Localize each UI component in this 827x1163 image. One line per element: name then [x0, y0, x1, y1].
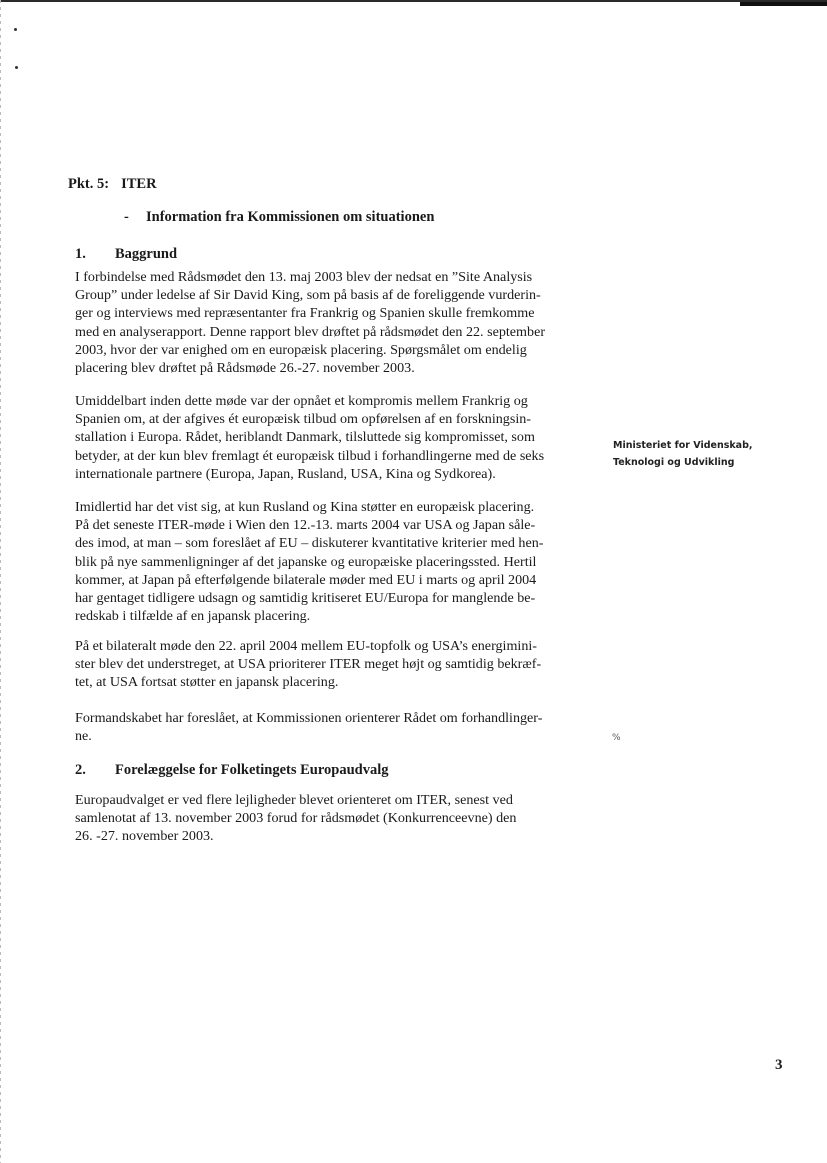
section-title: Baggrund: [115, 246, 178, 262]
text-line: placering blev drøftet på Rådsmøde 26.-27. november 2003.: [75, 360, 415, 377]
ministry-name-line: Ministeriet for Videnskab,: [613, 440, 753, 451]
text-line: redskab i tilfælde af en japansk placering.: [75, 608, 311, 625]
agenda-item-heading: [68, 176, 157, 193]
scan-edge-top-right: [740, 2, 827, 6]
text-line: med en analyserapport. Denne rapport blev drøftet på rådsmødet den 22. september: [75, 323, 546, 340]
section-number: 2.: [75, 762, 86, 778]
text-line: tet, at USA fortsat støtter en japansk placering.: [75, 674, 339, 691]
text-line: På et bilateralt møde den 22. april 2004 mellem EU-topfolk og USA’s energimini-: [75, 638, 538, 654]
text-line: blik på nye sammenligninger af det japanske og europæiske placeringssted. Hertil: [75, 553, 537, 570]
agenda-item-title: ITER: [121, 176, 157, 192]
ministry-sidebar: [613, 437, 753, 471]
agenda-item-number: Pkt. 5:: [68, 176, 110, 192]
text-line: des imod, at man – som foreslået af EU – diskuterer kvantitative kriterier med hen-: [75, 535, 544, 552]
section-title: Forelæggelse for Folketingets Europaudvalg: [115, 762, 389, 778]
section-heading-forelaeggelse: [75, 762, 388, 779]
paragraph: [75, 709, 595, 745]
text-line: ger og interviews med repræsentanter fra Frankrig og Spanien skulle fremkomme: [75, 305, 535, 322]
section-number: 1.: [75, 246, 86, 262]
text-line: Umiddelbart inden dette møde var der opnået et kompromis mellem Frankrig og: [75, 393, 528, 409]
scan-speck: [14, 28, 17, 31]
section-heading-baggrund: [75, 246, 177, 263]
subtitle-dash: -: [124, 209, 129, 225]
paragraph: [75, 392, 595, 483]
text-line: Formandskabet har foreslået, at Kommissionen orienterer Rådet om forhandlinger-: [75, 710, 543, 726]
paragraph: [75, 791, 595, 846]
text-line: 2003, hvor der var enighed om en europæisk placering. Spørgsmålet om endelig: [75, 341, 527, 358]
text-line: På det seneste ITER-møde i Wien den 12.-13. marts 2004 var USA og Japan såle-: [75, 517, 536, 534]
subtitle-text: Information fra Kommissionen om situationen: [146, 209, 435, 225]
text-line: Europaudvalget er ved flere lejligheder blevet orienteret om ITER, senest ved: [75, 792, 513, 808]
text-line: Spanien om, at der afgives ét europæisk tilbud om opførelsen af en forskningsin-: [75, 411, 531, 428]
page-number: 3: [775, 1057, 783, 1073]
text-line: ne.: [75, 728, 92, 745]
text-line: kommer, at Japan på efterfølgende bilaterale møder med EU i marts og april 2004: [75, 571, 537, 588]
text-line: har gentaget tidligere udsagn og samtidig kritiseret EU/Europa for manglende be-: [75, 590, 536, 607]
text-line: stallation i Europa. Rådet, heriblandt Danmark, tilsluttede sig kompromisset, som: [75, 429, 535, 446]
scan-edge-left: [0, 0, 1, 1163]
paragraph: [75, 498, 595, 625]
paragraph: [75, 637, 595, 692]
text-line: I forbindelse med Rådsmødet den 13. maj 2003 blev der nedsat en ”Site Analysis: [75, 269, 533, 285]
agenda-item-subtitle: [124, 209, 434, 226]
text-line: 26. -27. november 2003.: [75, 828, 214, 845]
paragraph: [75, 268, 595, 377]
text-line: ster blev det understreget, at USA prioriterer ITER meget højt og samtidig bekræf-: [75, 656, 542, 673]
scan-edge-top: [0, 0, 827, 2]
text-line: internationale partnere (Europa, Japan, Rusland, USA, Kina og Sydkorea).: [75, 465, 496, 482]
text-line: Imidlertid har det vist sig, at kun Rusland og Kina støtter en europæisk placering.: [75, 499, 535, 515]
text-line: samlenotat af 13. november 2003 forud for rådsmødet (Konkurrenceevne) den: [75, 810, 517, 827]
text-line: Group” under ledelse af Sir David King, som på basis af de foreliggende vurderin-: [75, 287, 541, 304]
margin-mark: %: [612, 733, 621, 743]
ministry-name-line: Teknologi og Udvikling: [613, 457, 735, 468]
text-line: betyder, at der kun blev fremlagt ét europæisk tilbud i forhandlingerne med de seks: [75, 447, 545, 464]
scan-speck: [15, 66, 18, 69]
